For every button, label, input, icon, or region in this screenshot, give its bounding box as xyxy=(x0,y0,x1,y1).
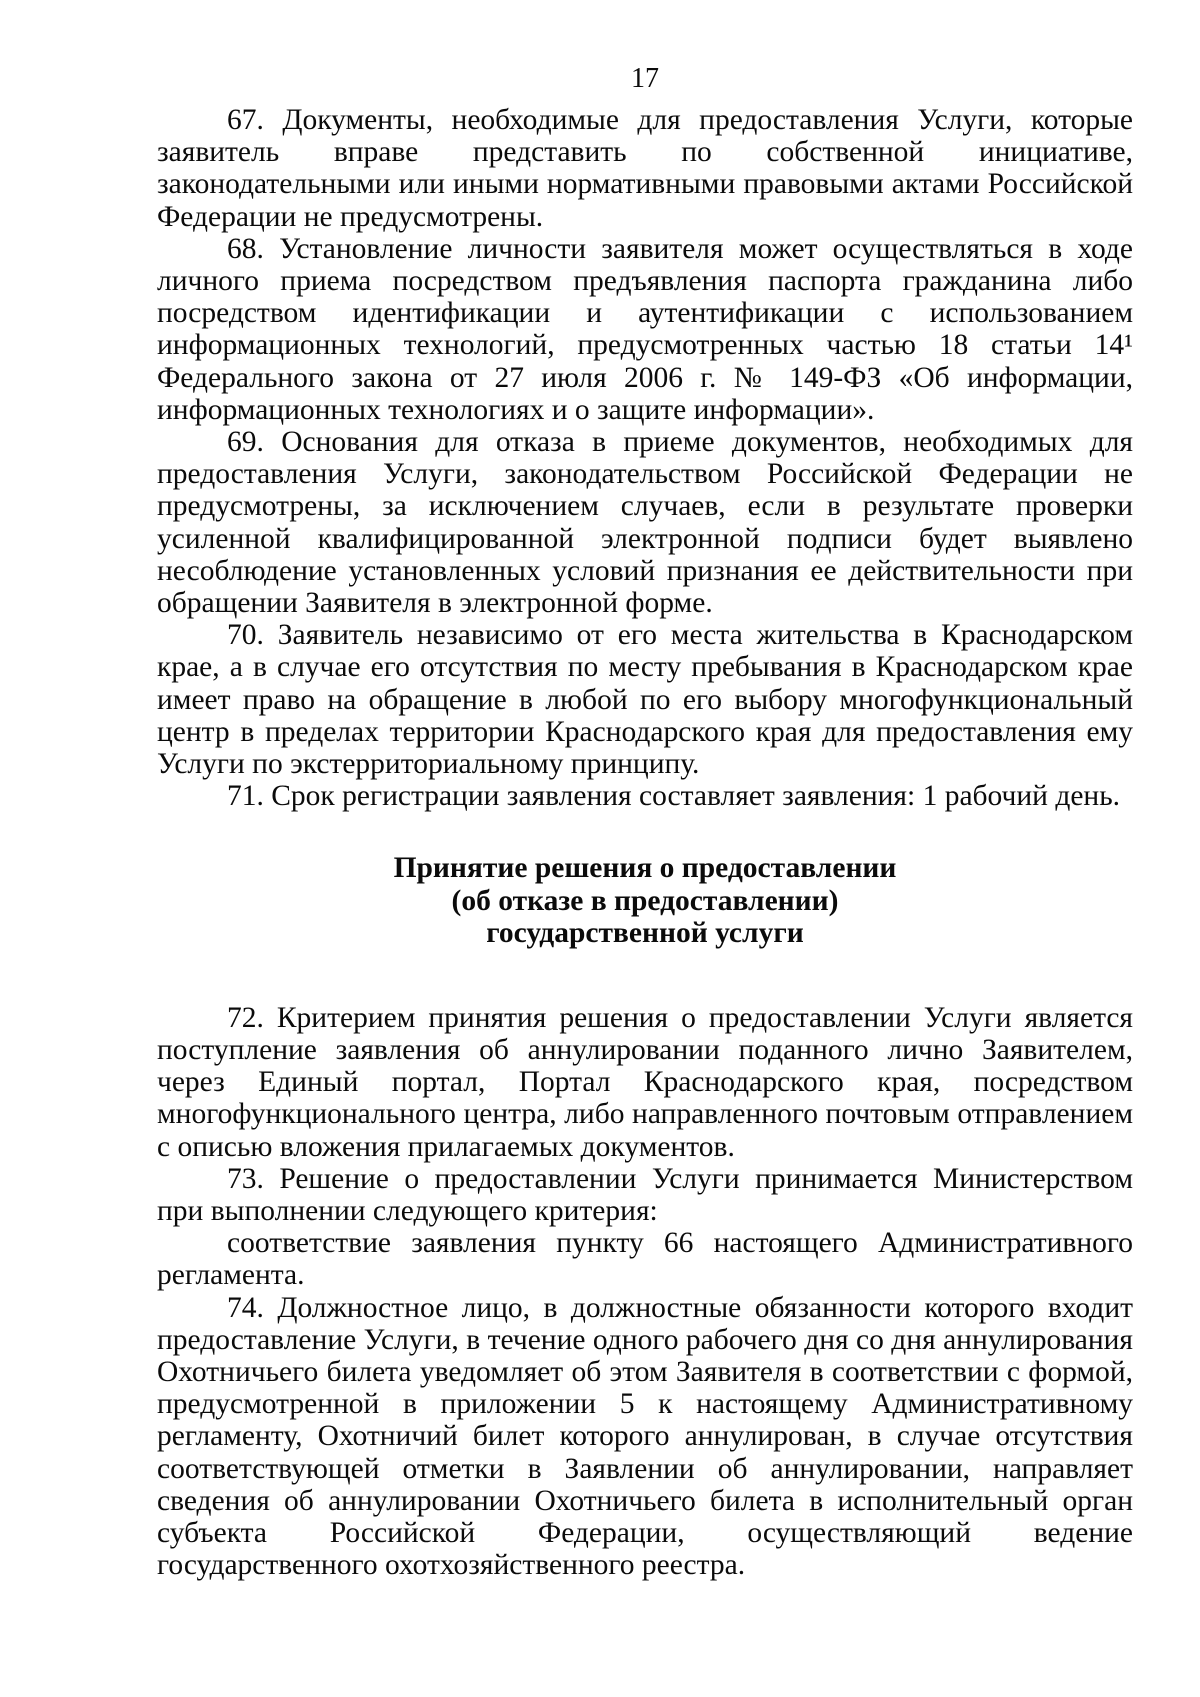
page-number: 17 xyxy=(631,63,659,94)
section-heading xyxy=(157,852,1133,949)
paragraph-69: 69. Основания для отказа в приеме документов, необходимых для предоставления Услуги, законодательством Российской Федерации не предусмотрены, за исключением случаев, если в результате проверки усиленной квалифицированной электронной подписи будет выявлено несоблюдение установленных условий признания ее действительности при обращении Заявителя в электронной форме. xyxy=(157,426,1133,620)
paragraph-71: 71. Срок регистрации заявления составляет заявления: 1 рабочий день. xyxy=(227,780,1121,813)
section-heading-line-1: Принятие решения о предоставлении xyxy=(393,852,897,885)
paragraph-73: 73. Решение о предоставлении Услуги принимается Министерством при выполнении следующего критерия: xyxy=(157,1162,1133,1227)
paragraph-74: 74. Должностное лицо, в должностные обязанности которого входит предоставление Услуги, в течение одного рабочего дня со дня аннулирования Охотничьего билета уведомляет об этом Заявителя в соответствии с формой, предусмотренной в приложении 5 к настоящему Административному регламенту, Охотничий билет которого аннулирован, в случае отсутствия соответствующей отметки в Заявлении об аннулировании, направляет сведения об аннулировании Охотничьего билета в исполнительный орган субъекта Российской Федерации, осуществляющий ведение государственного охотхозяйственного реестра. xyxy=(157,1291,1133,1582)
paragraph-67: 67. Документы, необходимые для предоставления Услуги, которые заявитель вправе представить по собственной инициативе, законодательными или иными нормативными правовыми актами Российской Федерации не предусмотрены. xyxy=(157,104,1133,233)
section-heading-line-3: государственной услуги xyxy=(486,917,804,950)
paragraph-68: 68. Установление личности заявителя может осуществляться в ходе личного приема посредством предъявления паспорта гражданина либо посредством идентификации и аутентификации с использованием информационных технологий, предусмотренных частью 18 статьи 14¹ Федерального закона от 27 июля 2006 г. № 149-ФЗ «Об информации, информационных технологиях и о защите информации». xyxy=(157,232,1133,426)
document-page xyxy=(157,62,1133,1581)
paragraph-72: 72. Критерием принятия решения о предоставлении Услуги является поступление заявления об аннулировании поданного лично Заявителем, через Единый портал, Портал Краснодарского края, посредством многофункционального центра, либо направленного почтовым отправлением с описью вложения прилагаемых документов. xyxy=(157,1001,1133,1163)
paragraph-70: 70. Заявитель независимо от его места жительства в Краснодарском крае, а в случае его отсутствия по месту пребывания в Краснодарском крае имеет право на обращение в любой по его выбору многофункциональный центр в пределах территории Краснодарского края для предоставления ему Услуги по экстерриториальному принципу. xyxy=(157,619,1133,781)
section-heading-line-2: (об отказе в предоставлении) xyxy=(451,884,839,917)
paragraph-73-criterion: соответствие заявления пункту 66 настоящего Административного регламента. xyxy=(157,1227,1133,1292)
